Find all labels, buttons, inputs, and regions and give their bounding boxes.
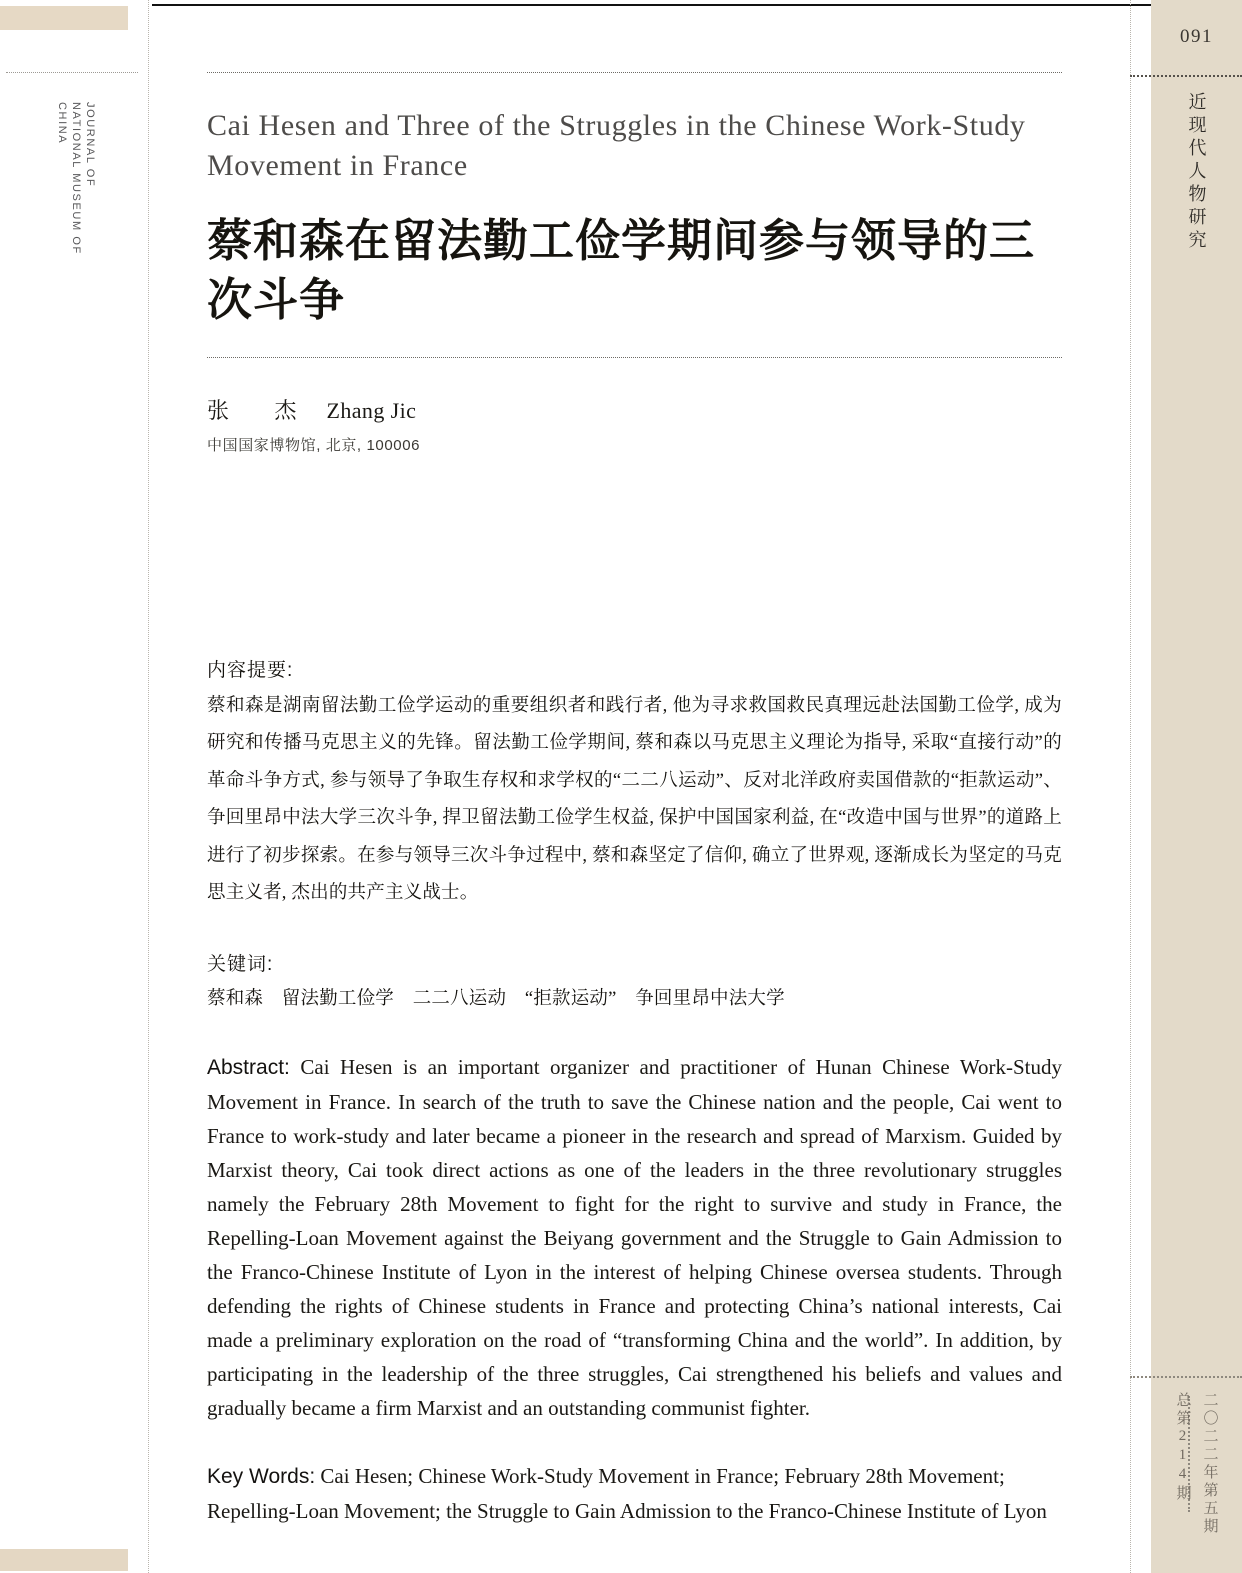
rail-dotted-rule — [6, 72, 138, 73]
decorative-bar-bottom-left — [0, 1549, 128, 1571]
panel-dotted-rule-bottom — [1130, 1376, 1242, 1378]
article-title-chinese: 蔡和森在留法勤工俭学期间参与领导的三次斗争 — [207, 215, 1036, 326]
english-abstract-label: Abstract: — [207, 1055, 290, 1079]
section-heading-text: 近现代人物研究 — [1186, 92, 1207, 253]
journal-name-vertical — [0, 92, 148, 332]
chinese-abstract-label: 内容提要: — [207, 659, 294, 681]
author-top-dotted-rule — [207, 357, 1062, 358]
author-row — [207, 394, 1062, 425]
chinese-abstract-text: 蔡和森是湖南留法勤工俭学运动的重要组织者和践行者, 他为寻求救国救民真理远赴法国勤工俭学, 成为研究和传播马克思主义的先锋。留法勤工俭学期间, 蔡和森以马克思主义理论为指导, 采取“直接行动”的革命斗争方式, 参与领导了争取生存权和求学权的“二二八运动”、反对北洋政府卖国借款的“拒款运动”、争回里昂中法大学三次斗争, 捍卫留法勤工俭学生权益, 保护中国国家利益, 在“改造中国与世界”的道路上进行了初步探索。在参与领导三次斗争过程中, 蔡和森坚定了信仰, 确立了世界观, 逐渐成长为坚定的马克思主义者, 杰出的共产主义战士。 — [207, 695, 1062, 904]
decorative-bar-top-left — [0, 6, 128, 30]
issue-info-vertical — [1151, 1392, 1242, 1536]
english-abstract-text: Cai Hesen is an important organizer and practitioner of Hunan Chinese Work-Study Movement in France. In search of the truth to save the Chinese nation and the people, Cai went to France to work-study and later became a pioneer in the research and spread of Marxism. Guided by Marxist theory, Cai took direct actions as one of the leaders in the three revolutionary struggles namely the February 28th Movement to fight for the right to survive and study in France, the Repelling-Loan Movement against the Beiyang government and the Struggle to Gain Admission to the Franco-Chinese Institute of Lyon in the interest of helping Chinese oversea students. Through defending the rights of Chinese students in France and protecting China’s national interests, Cai made a preliminary exploration on the road of “transforming China and the world”. In addition, by participating in the leadership of the three struggles, Cai strengthened his beliefs and values and gradually became a firm Marxist and an outstanding communist fighter. — [207, 1054, 1063, 1420]
issue-date-text: 二〇二二年第五期 — [1201, 1392, 1218, 1536]
right-margin-dotted-line — [1130, 0, 1131, 1573]
author-affiliation: 中国国家博物馆, 北京, 100006 — [207, 436, 421, 454]
chinese-abstract-block — [207, 655, 1062, 913]
page-number: 091 — [1180, 26, 1213, 47]
chinese-keywords-text: 蔡和森 留法勤工俭学 二二八运动 “拒款运动” 争回里昂中法大学 — [207, 988, 785, 1009]
issue-serial-text: 总第214期 — [1174, 1392, 1191, 1503]
section-heading-vertical — [1151, 92, 1242, 253]
journal-name-line-1: JOURNAL OF — [84, 102, 96, 188]
english-abstract-block — [207, 1050, 1062, 1425]
author-name-english: Zhang Jic — [326, 397, 417, 423]
panel-dotted-rule-top — [1130, 75, 1242, 77]
english-keywords-label: Key Words: — [207, 1465, 316, 1489]
main-content-column — [207, 0, 1062, 1528]
left-margin-dotted-line — [148, 0, 149, 1573]
journal-name-line-3: CHINA — [56, 102, 68, 145]
chinese-keywords-label: 关键词: — [207, 953, 274, 975]
author-name-chinese: 张 杰 — [207, 397, 317, 423]
journal-name-line-2: NATIONAL MUSEUM OF — [70, 102, 82, 255]
title-top-dotted-rule — [207, 72, 1062, 73]
english-keywords-block — [207, 1459, 1062, 1528]
english-keywords-text: Cai Hesen; Chinese Work-Study Movement in France; February 28th Movement; Repelling-Loan Movement; the Struggle to Gain Admission to the Franco-Chinese Institute of Lyon — [207, 1464, 1047, 1524]
journal-name-rail — [0, 72, 148, 372]
chinese-keywords-block — [207, 949, 1062, 1010]
article-title-english: Cai Hesen and Three of the Struggles in the Chinese Work-Study Movement in France — [207, 109, 1026, 182]
